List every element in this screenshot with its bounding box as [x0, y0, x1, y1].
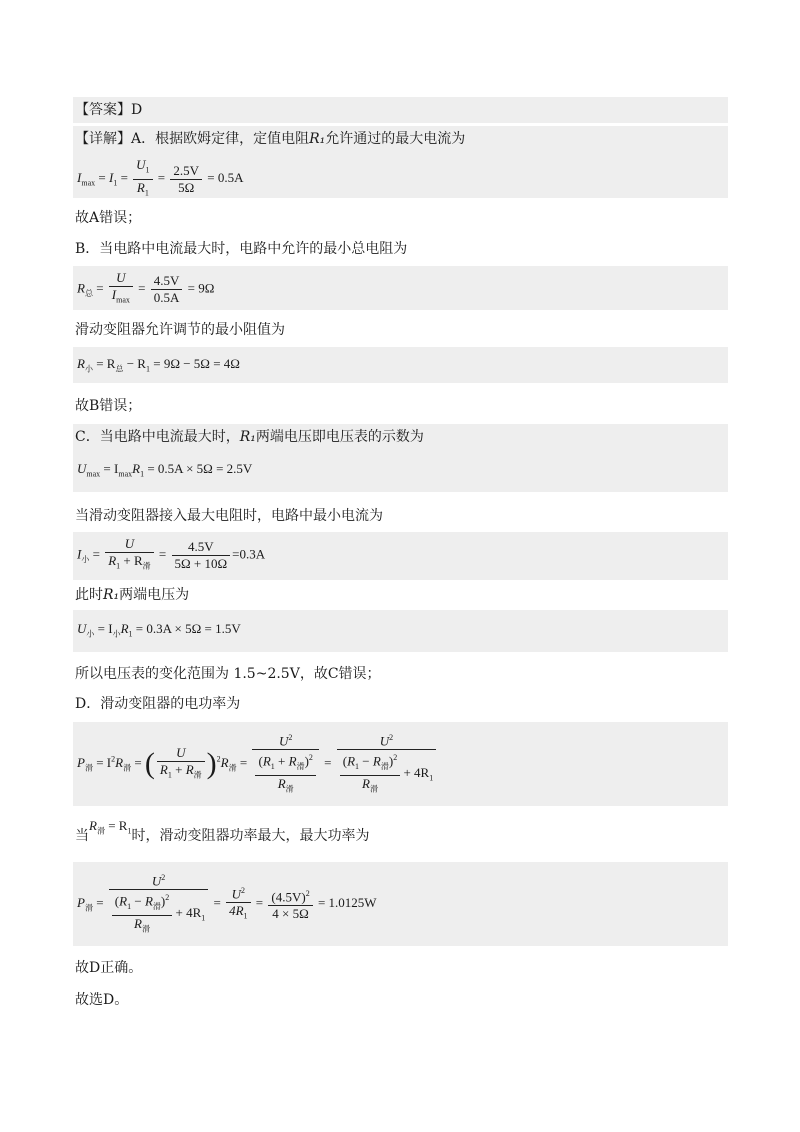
eq-d2-rh-a: R: [144, 893, 153, 909]
eq-b1-i-sub: max: [116, 295, 130, 305]
eq-a-r1: R: [136, 179, 145, 195]
eq-c1-lhs-sub: max: [86, 469, 101, 479]
c-text2: 当滑动变阻器接入最大电阻时，电路中最小电流为: [75, 508, 383, 524]
eq-d1-u2-b-sup: 2: [389, 733, 394, 742]
eq-d1-frac-2: [252, 730, 318, 798]
equation-b1: $R_总$ = $\frac{U}{I_{max}}$ = $\frac{4.5V}{0.5A}$ = 9Ω: [73, 266, 728, 310]
eq-a-num: 2.5V: [173, 162, 200, 178]
eq-a-frac2: [170, 163, 202, 196]
eq-c3-result: = 0.3A × 5Ω = 1.5V: [132, 621, 241, 636]
eq-c2-lhs-sub: 小: [81, 554, 90, 564]
eq-a-r1-sub: 1: [144, 188, 149, 198]
eq-c2-num: 4.5V: [188, 538, 214, 554]
b-intro: B．当电路中电流最大时，电路中允许的最小总电阻为: [75, 241, 408, 257]
eq-d1-u2-a-sup: 2: [288, 733, 293, 742]
d-cond-r: = R: [108, 818, 128, 833]
eq-b2-minus: − R: [123, 356, 146, 371]
eq-c1-lhs: U: [77, 461, 87, 476]
eq-d1-rh-c-sub: 滑: [296, 762, 305, 772]
eq-d1-frac-3-inner: $\frac{(R_1 - R_滑)^2}{R_滑}$: [340, 750, 400, 798]
eq-c3-r: R: [120, 621, 129, 636]
eq-c3-r-sub: 1: [128, 629, 133, 639]
eq-d1-paren-open: (: [144, 746, 155, 780]
eq-b2-rhs-sub: 总: [115, 364, 124, 374]
b-text2: 滑动变阻器允许调节的最小阻值为: [75, 322, 285, 338]
d-intro: D．滑动变阻器的电功率为: [75, 696, 241, 712]
eq-d1-frac-inner: $\frac{U}{R_1 + R_滑}$: [157, 745, 205, 784]
equation-c2: $I_小$ = $\frac{U}{R_1 + R_滑}$ = $\frac{4.5V}{5\Omega + 10\Omega}$ =0.3A: [73, 532, 728, 580]
c-text3-b: 两端电压为: [119, 587, 190, 603]
detail-label: 【详解】: [75, 131, 131, 147]
eq-c3-rhs-sub: 小: [112, 629, 121, 639]
eq-b2-lhs-sub: 小: [84, 364, 93, 374]
eq-d1-rh-e: R: [372, 753, 381, 769]
eq-a-lhs-sub: max: [81, 178, 96, 188]
eq-d1-rh-c: R: [288, 753, 297, 769]
d-when-b: 时，滑动变阻器功率最大，最大功率为: [131, 828, 370, 844]
c-text3: [73, 585, 728, 605]
eq-d2-u2-a: U: [151, 873, 162, 889]
d-condition: [89, 818, 132, 836]
eq-d2-frac-1: [109, 870, 208, 938]
eq-d2-frac-1-inner: $\frac{(R_1 - R_滑)^2}{R_滑}$: [112, 890, 172, 938]
eq-b2-result: = 9Ω − 5Ω = 4Ω: [149, 356, 240, 371]
eq-d1-u: U: [176, 744, 186, 760]
a-intro-end: 允许通过的最大电流为: [325, 131, 466, 147]
eq-c3-rhs: = I: [97, 621, 113, 636]
eq-a-lhs: I: [77, 170, 82, 186]
equation-c3: [73, 610, 728, 652]
eq-a-i1-sub: 1: [113, 178, 118, 188]
equation-a: $I_{max} = I_1$ = $\frac{U_1}{R_1}$ = $\frac{2.5V}{5\Omega}$ = 0.5A: [73, 152, 728, 198]
equation-d1: $P_滑 = I^2R_滑$ = ( $\frac{U}{R_1 + R_滑}$ )$^2R_滑$ = $\frac{U^2}{\frac{(R_1 + R_滑)^2}{R_滑}}$ = $U^2$ $\frac{(R_1 - R_滑)^2}{R_滑}$ + $4R_1$: [73, 722, 728, 806]
c-r1b-symbol: R₁: [103, 587, 120, 603]
eq-b1-result: = 9Ω: [187, 280, 215, 296]
eq-c3-lhs-sub: 小: [86, 629, 95, 639]
eq-c1-rhs: = I: [103, 461, 119, 476]
eq-d2-lhs-sub: 滑: [84, 903, 93, 913]
eq-d2-lhs: P: [77, 894, 85, 910]
equation-d2: $P_滑$ = $U^2$ $\frac{(R_1 - R_滑)^2}{R_滑}$ + $4R_1$ = $\frac{U^2}{4R_1}$ = $\frac{(4.5V)^2}{4 \times 5\Omega}$ = 1.0125W: [73, 862, 728, 946]
c-intro: [73, 424, 728, 450]
d-cond-l: R: [89, 818, 97, 833]
eq-d1-u2-a: U: [278, 733, 289, 749]
eq-d1-rh-d-sub: 滑: [285, 784, 294, 794]
eq-d1-frac-2-inner: $\frac{(R_1 + R_滑)^2}{R_滑}$: [255, 750, 315, 798]
eq-c2-result: =0.3A: [232, 546, 266, 562]
answer-label: 【答案】: [75, 102, 131, 118]
eq-d1-r: R: [115, 754, 124, 770]
eq-c2-lhs: I: [77, 546, 82, 562]
eq-d2-u2-b-sup: 2: [241, 885, 246, 895]
eq-d2-den4: 4R: [229, 903, 244, 919]
c-r1-symbol: R₁: [239, 429, 256, 445]
eq-c2-den-a-sub: 1: [116, 561, 121, 571]
final-choice: 故选D。: [75, 992, 129, 1008]
eq-d1-r1-c-sub: 1: [355, 762, 360, 772]
b-conclusion: 故B错误；: [75, 398, 142, 414]
eq-d1-u2-b: U: [379, 733, 390, 749]
eq-d2-den4-sub: 1: [243, 911, 248, 921]
eq-c2-den-a: R: [108, 553, 117, 568]
equation-b2: [73, 347, 728, 383]
eq-d2-sq-a: 2: [165, 893, 170, 903]
eq-d1-sq-c: 2: [393, 753, 398, 763]
eq-d1-r1-a-sub: 1: [167, 770, 172, 780]
eq-d1-frac-3: [337, 730, 436, 798]
eq-b1-i: I: [111, 287, 117, 302]
eq-d1-plus4-sub: 1: [429, 773, 434, 783]
eq-d1-i2: = I: [96, 754, 112, 770]
eq-d2-rh-b-sub: 滑: [141, 924, 150, 934]
eq-a-frac1: [133, 157, 152, 201]
eq-c2-u: U: [124, 536, 135, 551]
eq-d2-u2-a-sup: 2: [161, 873, 166, 882]
eq-d2-rh-a-sub: 滑: [152, 902, 161, 912]
eq-d1-lhs: P: [77, 754, 85, 770]
eq-d2-frac-2: [226, 883, 250, 925]
eq-d1-rh-d: R: [277, 776, 286, 792]
d-conclusion: 故D正确。: [75, 960, 143, 976]
eq-a-u1-sub: 1: [145, 165, 150, 175]
eq-a-result: = 0.5A: [207, 170, 244, 186]
eq-a-i1: I: [108, 170, 114, 186]
eq-d1-i2-sup: 2: [111, 754, 116, 764]
eq-d1-r1-b: R: [262, 753, 271, 769]
eq-c3-lhs: U: [77, 621, 87, 636]
eq-d2-plus4-sub: 1: [201, 913, 206, 923]
eq-d2-u2-b: U: [231, 886, 242, 902]
eq-b2-minus-sub: 1: [145, 364, 150, 374]
eq-d1-rh-e-sub: 滑: [380, 762, 389, 772]
eq-b1-u: U: [116, 270, 126, 285]
d-when-a: 当: [75, 828, 89, 844]
eq-c2-den: 5Ω + 10Ω: [172, 555, 231, 572]
c-intro-text: C．当电路中电流最大时，: [75, 429, 240, 445]
c-intro-end: 两端电压即电压表的示数为: [255, 429, 424, 445]
eq-b1-lhs: R: [77, 280, 85, 296]
a-conclusion: 故A错误；: [75, 210, 142, 226]
eq-d1-paren-close: ): [206, 746, 217, 780]
c-conclusion: 所以电压表的变化范围为 1.5~2.5V，故C错误；: [75, 666, 381, 682]
eq-c1-rhs-sub: max: [118, 469, 133, 479]
eq-d1-rh-f-sub: 滑: [369, 784, 378, 794]
answer-value: D: [131, 102, 143, 118]
d-when-line: [73, 818, 728, 852]
eq-d1-lhs-sub: 滑: [84, 763, 93, 773]
eq-d1-rh-b: R: [220, 754, 229, 770]
eq-a-den: 5Ω: [170, 179, 202, 196]
eq-b1-lhs-sub: 总: [84, 288, 93, 298]
eq-b2-rhs: = R: [96, 356, 116, 371]
eq-d2-r1-sub: 1: [127, 902, 132, 912]
eq-b1-num: 4.5V: [153, 272, 180, 288]
eq-d1-r1-a: R: [159, 761, 168, 777]
d-cond-r-sub: 1: [127, 826, 132, 836]
eq-d2-den-val: 4 × 5Ω: [268, 905, 312, 922]
d-cond-l-sub: 滑: [96, 826, 105, 836]
eq-b2-lhs: R: [77, 356, 85, 371]
eq-d1-r1-b-sub: 1: [270, 762, 275, 772]
eq-d1-rh-a: R: [185, 761, 194, 777]
equation-c1: [73, 450, 728, 492]
detail-a-intro: [73, 126, 728, 152]
answer-line: [73, 97, 728, 123]
eq-c1-r-sub: 1: [140, 469, 145, 479]
eq-d2-rh-b: R: [134, 916, 142, 932]
eq-d2-plus4: + 4R: [172, 905, 202, 921]
c-text3-a: 此时: [75, 587, 103, 603]
eq-b1-frac2: [151, 273, 183, 306]
eq-d1-rh-a-sub: 滑: [193, 770, 202, 780]
eq-b1-den: 0.5A: [151, 289, 183, 306]
eq-d1-plus4: + 4R: [400, 765, 430, 781]
a-r1-symbol: R₁: [309, 131, 326, 147]
eq-d2-result: = 1.0125W: [317, 894, 377, 910]
eq-d2-frac-3: [268, 886, 312, 922]
eq-d2-num-val: (4.5V): [271, 889, 306, 905]
eq-d1-sq-a: 2: [216, 754, 221, 764]
eq-b1-frac1: [109, 270, 133, 309]
eq-d2-num-val-sup: 2: [305, 888, 310, 898]
eq-d1-rh-f: R: [361, 776, 370, 792]
eq-c2-den-b-sub: 滑: [142, 561, 151, 571]
eq-c1-r: R: [132, 461, 141, 476]
eq-c2-den-b: + R: [120, 553, 143, 568]
a-intro-text: A．根据欧姆定律，定值电阻: [131, 131, 310, 147]
eq-c1-result: = 0.5A × 5Ω = 2.5V: [144, 461, 253, 476]
eq-d1-rh-b-sub: 滑: [228, 763, 237, 773]
eq-d2-r1: R: [119, 893, 128, 909]
eq-d1-sq-b: 2: [308, 753, 313, 763]
eq-c2-frac1: [105, 536, 153, 575]
eq-d1-r-sub: 滑: [123, 763, 132, 773]
eq-c2-frac2: [172, 539, 231, 572]
eq-a-u1: U: [136, 157, 146, 172]
eq-d1-r1-c: R: [347, 753, 356, 769]
